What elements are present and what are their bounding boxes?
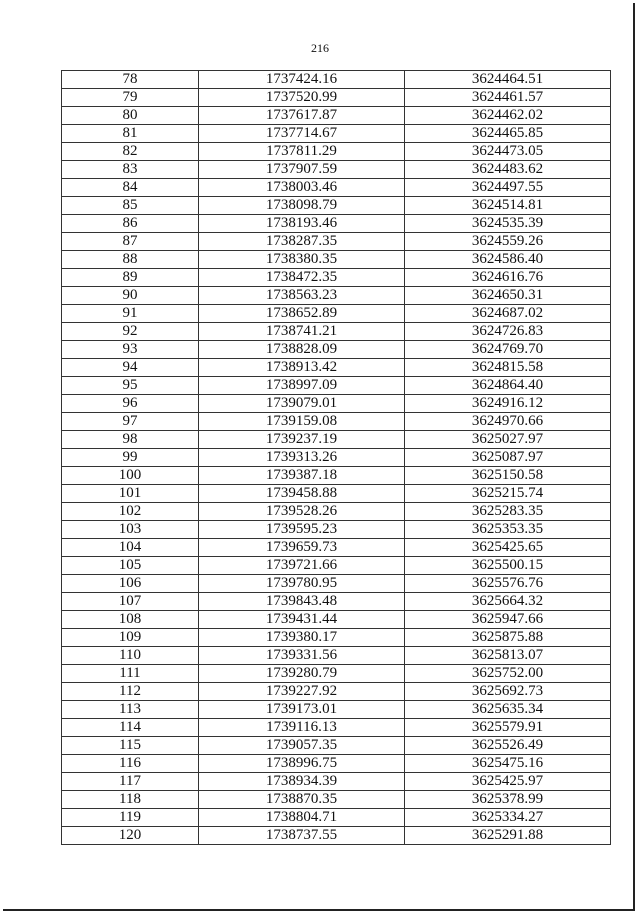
y-coordinate-cell: 3624461.57 <box>405 89 611 107</box>
point-number-cell: 113 <box>62 701 199 719</box>
point-number-cell: 120 <box>62 827 199 845</box>
y-coordinate-cell: 3625579.91 <box>405 719 611 737</box>
table-row <box>62 629 611 647</box>
table-row <box>62 179 611 197</box>
x-coordinate-cell: 1737424.16 <box>199 71 405 89</box>
table-row <box>62 809 611 827</box>
table-row <box>62 413 611 431</box>
y-coordinate-cell: 3625526.49 <box>405 737 611 755</box>
y-coordinate-cell: 3624864.40 <box>405 377 611 395</box>
y-coordinate-cell: 3625475.16 <box>405 755 611 773</box>
y-coordinate-cell: 3625087.97 <box>405 449 611 467</box>
x-coordinate-cell: 1737617.87 <box>199 107 405 125</box>
table-row <box>62 125 611 143</box>
point-number-cell: 88 <box>62 251 199 269</box>
point-number-cell: 87 <box>62 233 199 251</box>
point-number-cell: 97 <box>62 413 199 431</box>
y-coordinate-cell: 3624473.05 <box>405 143 611 161</box>
point-number-cell: 94 <box>62 359 199 377</box>
y-coordinate-cell: 3625353.35 <box>405 521 611 539</box>
point-number-cell: 115 <box>62 737 199 755</box>
x-coordinate-cell: 1738472.35 <box>199 269 405 287</box>
table-row <box>62 701 611 719</box>
y-coordinate-cell: 3624769.70 <box>405 341 611 359</box>
table-row <box>62 557 611 575</box>
table-row <box>62 575 611 593</box>
x-coordinate-cell: 1737714.67 <box>199 125 405 143</box>
table-row <box>62 287 611 305</box>
x-coordinate-cell: 1737520.99 <box>199 89 405 107</box>
x-coordinate-cell: 1738652.89 <box>199 305 405 323</box>
x-coordinate-cell: 1739116.13 <box>199 719 405 737</box>
x-coordinate-cell: 1739458.88 <box>199 485 405 503</box>
point-number-cell: 91 <box>62 305 199 323</box>
table-row <box>62 467 611 485</box>
y-coordinate-cell: 3625752.00 <box>405 665 611 683</box>
table-row <box>62 323 611 341</box>
y-coordinate-cell: 3625283.35 <box>405 503 611 521</box>
table-row <box>62 71 611 89</box>
x-coordinate-cell: 1738737.55 <box>199 827 405 845</box>
point-number-cell: 78 <box>62 71 199 89</box>
x-coordinate-cell: 1738193.46 <box>199 215 405 233</box>
y-coordinate-cell: 3625378.99 <box>405 791 611 809</box>
table-row <box>62 449 611 467</box>
y-coordinate-cell: 3624535.39 <box>405 215 611 233</box>
x-coordinate-cell: 1739313.26 <box>199 449 405 467</box>
y-coordinate-cell: 3625664.32 <box>405 593 611 611</box>
table-row <box>62 755 611 773</box>
table-row <box>62 377 611 395</box>
y-coordinate-cell: 3624559.26 <box>405 233 611 251</box>
point-number-cell: 105 <box>62 557 199 575</box>
y-coordinate-cell: 3624916.12 <box>405 395 611 413</box>
table-row <box>62 197 611 215</box>
point-number-cell: 99 <box>62 449 199 467</box>
point-number-cell: 85 <box>62 197 199 215</box>
point-number-cell: 82 <box>62 143 199 161</box>
y-coordinate-cell: 3625500.15 <box>405 557 611 575</box>
table-row <box>62 593 611 611</box>
table-row <box>62 395 611 413</box>
table-row <box>62 215 611 233</box>
x-coordinate-cell: 1739843.48 <box>199 593 405 611</box>
table-row <box>62 611 611 629</box>
table-row <box>62 305 611 323</box>
table-row <box>62 791 611 809</box>
x-coordinate-cell: 1739057.35 <box>199 737 405 755</box>
point-number-cell: 110 <box>62 647 199 665</box>
y-coordinate-cell: 3625334.27 <box>405 809 611 827</box>
point-number-cell: 103 <box>62 521 199 539</box>
y-coordinate-cell: 3624497.55 <box>405 179 611 197</box>
x-coordinate-cell: 1738380.35 <box>199 251 405 269</box>
x-coordinate-cell: 1738828.09 <box>199 341 405 359</box>
y-coordinate-cell: 3624687.02 <box>405 305 611 323</box>
x-coordinate-cell: 1739227.92 <box>199 683 405 701</box>
table-row <box>62 647 611 665</box>
point-number-cell: 84 <box>62 179 199 197</box>
point-number-cell: 106 <box>62 575 199 593</box>
x-coordinate-cell: 1738563.23 <box>199 287 405 305</box>
point-number-cell: 81 <box>62 125 199 143</box>
y-coordinate-cell: 3625425.97 <box>405 773 611 791</box>
y-coordinate-cell: 3624462.02 <box>405 107 611 125</box>
table-row <box>62 773 611 791</box>
x-coordinate-cell: 1739780.95 <box>199 575 405 593</box>
y-coordinate-cell: 3625291.88 <box>405 827 611 845</box>
y-coordinate-cell: 3624464.51 <box>405 71 611 89</box>
y-coordinate-cell: 3625425.65 <box>405 539 611 557</box>
x-coordinate-cell: 1738741.21 <box>199 323 405 341</box>
x-coordinate-cell: 1738870.35 <box>199 791 405 809</box>
x-coordinate-cell: 1737907.59 <box>199 161 405 179</box>
x-coordinate-cell: 1738003.46 <box>199 179 405 197</box>
point-number-cell: 95 <box>62 377 199 395</box>
coordinate-table-body <box>62 71 611 845</box>
table-row <box>62 269 611 287</box>
point-number-cell: 119 <box>62 809 199 827</box>
page-number: 216 <box>311 41 329 55</box>
x-coordinate-cell: 1738996.75 <box>199 755 405 773</box>
x-coordinate-cell: 1739079.01 <box>199 395 405 413</box>
point-number-cell: 96 <box>62 395 199 413</box>
y-coordinate-cell: 3625875.88 <box>405 629 611 647</box>
point-number-cell: 117 <box>62 773 199 791</box>
table-row <box>62 143 611 161</box>
point-number-cell: 80 <box>62 107 199 125</box>
x-coordinate-cell: 1738913.42 <box>199 359 405 377</box>
point-number-cell: 89 <box>62 269 199 287</box>
x-coordinate-cell: 1738287.35 <box>199 233 405 251</box>
table-row <box>62 485 611 503</box>
y-coordinate-cell: 3625692.73 <box>405 683 611 701</box>
y-coordinate-cell: 3625576.76 <box>405 575 611 593</box>
table-row <box>62 341 611 359</box>
y-coordinate-cell: 3624483.62 <box>405 161 611 179</box>
table-row <box>62 107 611 125</box>
table-row <box>62 359 611 377</box>
table-row <box>62 521 611 539</box>
y-coordinate-cell: 3624586.40 <box>405 251 611 269</box>
table-row <box>62 431 611 449</box>
table-row <box>62 719 611 737</box>
point-number-cell: 107 <box>62 593 199 611</box>
x-coordinate-cell: 1739659.73 <box>199 539 405 557</box>
point-number-cell: 104 <box>62 539 199 557</box>
x-coordinate-cell: 1739380.17 <box>199 629 405 647</box>
point-number-cell: 93 <box>62 341 199 359</box>
y-coordinate-cell: 3625027.97 <box>405 431 611 449</box>
y-coordinate-cell: 3625635.34 <box>405 701 611 719</box>
point-number-cell: 111 <box>62 665 199 683</box>
y-coordinate-cell: 3625813.07 <box>405 647 611 665</box>
point-number-cell: 118 <box>62 791 199 809</box>
x-coordinate-cell: 1738804.71 <box>199 809 405 827</box>
point-number-cell: 108 <box>62 611 199 629</box>
x-coordinate-cell: 1739331.56 <box>199 647 405 665</box>
table-row <box>62 827 611 845</box>
point-number-cell: 116 <box>62 755 199 773</box>
point-number-cell: 90 <box>62 287 199 305</box>
x-coordinate-cell: 1739159.08 <box>199 413 405 431</box>
table-row <box>62 503 611 521</box>
x-coordinate-cell: 1738098.79 <box>199 197 405 215</box>
point-number-cell: 86 <box>62 215 199 233</box>
table-row <box>62 161 611 179</box>
x-coordinate-cell: 1739431.44 <box>199 611 405 629</box>
point-number-cell: 100 <box>62 467 199 485</box>
x-coordinate-cell: 1739280.79 <box>199 665 405 683</box>
coordinate-table <box>61 70 611 845</box>
table-row <box>62 665 611 683</box>
table-row <box>62 539 611 557</box>
y-coordinate-cell: 3625947.66 <box>405 611 611 629</box>
x-coordinate-cell: 1739237.19 <box>199 431 405 449</box>
y-coordinate-cell: 3624465.85 <box>405 125 611 143</box>
point-number-cell: 98 <box>62 431 199 449</box>
x-coordinate-cell: 1738997.09 <box>199 377 405 395</box>
x-coordinate-cell: 1737811.29 <box>199 143 405 161</box>
y-coordinate-cell: 3624616.76 <box>405 269 611 287</box>
y-coordinate-cell: 3624514.81 <box>405 197 611 215</box>
point-number-cell: 101 <box>62 485 199 503</box>
x-coordinate-cell: 1738934.39 <box>199 773 405 791</box>
x-coordinate-cell: 1739387.18 <box>199 467 405 485</box>
point-number-cell: 102 <box>62 503 199 521</box>
table-row <box>62 683 611 701</box>
point-number-cell: 112 <box>62 683 199 701</box>
y-coordinate-cell: 3624970.66 <box>405 413 611 431</box>
point-number-cell: 109 <box>62 629 199 647</box>
table-row <box>62 233 611 251</box>
y-coordinate-cell: 3624815.58 <box>405 359 611 377</box>
point-number-cell: 92 <box>62 323 199 341</box>
x-coordinate-cell: 1739173.01 <box>199 701 405 719</box>
table-row <box>62 251 611 269</box>
x-coordinate-cell: 1739528.26 <box>199 503 405 521</box>
y-coordinate-cell: 3624726.83 <box>405 323 611 341</box>
x-coordinate-cell: 1739595.23 <box>199 521 405 539</box>
table-row <box>62 89 611 107</box>
x-coordinate-cell: 1739721.66 <box>199 557 405 575</box>
y-coordinate-cell: 3625215.74 <box>405 485 611 503</box>
y-coordinate-cell: 3625150.58 <box>405 467 611 485</box>
point-number-cell: 83 <box>62 161 199 179</box>
table-row <box>62 737 611 755</box>
point-number-cell: 114 <box>62 719 199 737</box>
point-number-cell: 79 <box>62 89 199 107</box>
y-coordinate-cell: 3624650.31 <box>405 287 611 305</box>
